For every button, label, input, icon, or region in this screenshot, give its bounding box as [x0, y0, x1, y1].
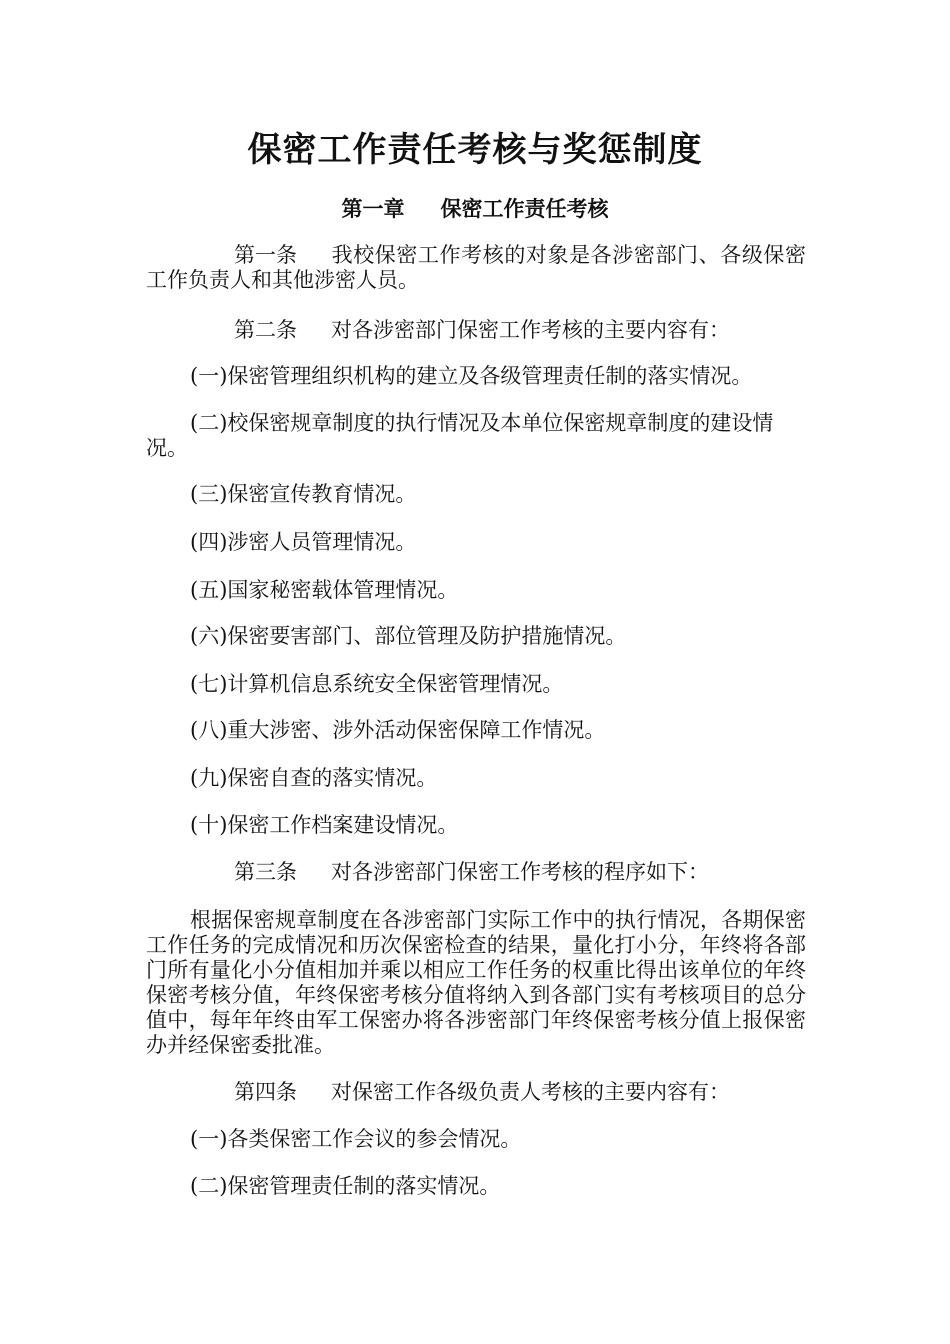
list-item: (二)保密管理责任制的落实情况。 [190, 1174, 501, 1198]
list-item: (十)保密工作档案建设情况。 [190, 813, 459, 837]
list-item: (九)保密自查的落实情况。 [190, 766, 438, 790]
list-item: (七)计算机信息系统安全保密管理情况。 [190, 672, 564, 696]
article-3-body: 根据保密规章制度在各涉密部门实际工作中的执行情况，各期保密工作任务的完成情况和历次保密检查的结果，量化打小分，年终将各部门所有量化小分值相加并乘以相应工作任务的权重比得出该单位的年终保密考核分值，年终保密考核分值将纳入到各部门实有考核项目的总分值中，每年年终由军工保密办将各涉密部门年终保密考核分值上报保密办并经保密委批准。 [146, 908, 806, 1057]
article-2 [146, 318, 806, 343]
list-item: (四)涉密人员管理情况。 [190, 530, 417, 554]
chapter-number: 第一章 [341, 196, 405, 221]
list-item: (二)校保密规章制度的执行情况及本单位保密规章制度的建设情况。 [146, 411, 774, 460]
list-item: (五)国家秘密载体管理情况。 [190, 578, 459, 602]
article-3 [146, 860, 806, 885]
document-title: 保密工作责任考核与奖惩制度 [247, 130, 703, 170]
article-number: 第四条 [234, 1080, 297, 1104]
list-item: (六)保密要害部门、部位管理及防护措施情况。 [190, 624, 627, 648]
article-4 [146, 1080, 806, 1105]
article-text: 对保密工作各级负责人考核的主要内容有： [331, 1080, 730, 1104]
article-number: 第一条 [234, 243, 297, 267]
article-1 [146, 243, 806, 293]
list-item: (三)保密宣传教育情况。 [190, 482, 417, 506]
article-text: 对各涉密部门保密工作考核的主要内容有： [331, 318, 730, 342]
list-item: (一)保密管理组织机构的建立及各级管理责任制的落实情况。 [190, 364, 753, 388]
article-text: 对各涉密部门保密工作考核的程序如下： [331, 860, 709, 884]
chapter-heading [0, 194, 950, 224]
article-number: 第二条 [234, 318, 297, 342]
article-number: 第三条 [234, 860, 297, 884]
chapter-name: 保密工作责任考核 [440, 196, 609, 221]
list-item: (一)各类保密工作会议的参会情况。 [190, 1127, 522, 1151]
article-text: 我校保密工作考核的对象是各涉密部门、各级保密工作负责人和其他涉密人员。 [146, 243, 806, 292]
list-item: (八)重大涉密、涉外活动保密保障工作情况。 [190, 718, 606, 742]
